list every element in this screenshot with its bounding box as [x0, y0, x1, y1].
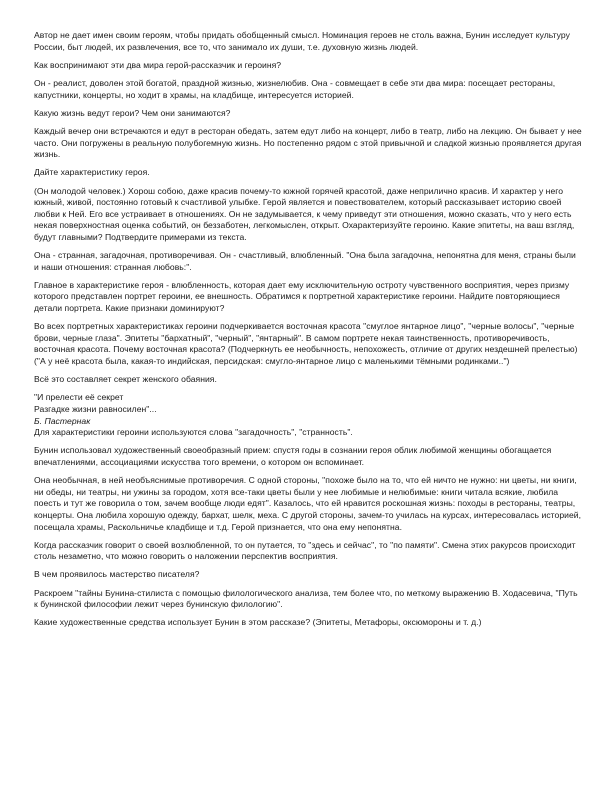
poem-line-2: Разгадке жизни равносилен"...	[34, 403, 157, 414]
poem-author: Б. Пастернак	[34, 415, 91, 426]
paragraph-secret: Всё это составляет секрет женского обаяния.	[34, 374, 217, 385]
question-hero: Дайте характеристику героя.	[34, 167, 150, 178]
question-life: Какую жизнь ведут герои? Чем они занимаются?	[34, 107, 231, 118]
paragraph-artistic-device: Бунин использовал художественный своеобразный прием: спустя годы в сознании героя облик любимой женщины обогащается впечатлениями, ассоциациями искусства того времени, о котором он вспоминает.	[34, 445, 552, 467]
paragraph-intro: Автор не дает имен своим героям, чтобы придать обобщенный смысл. Номинация героев не столь важна, Бунин исследует культуру России, быт людей, их развлечения, все то, что занимало их души, т.е. духовную жизнь людей.	[34, 30, 570, 52]
paragraph-heroine-epithets: Она - странная, загадочная, противоречивая. Он - счастливый, влюбленный. "Она была загадочна, непонятна для меня, страны были и наши отношения: странная любовь:".	[34, 250, 576, 272]
question-two-worlds: Как воспринимают эти два мира герой-рассказчик и героиня?	[34, 59, 282, 70]
paragraph-main-characteristic: Главное в характеристике героя - влюбленность, которая дает ему исключительную остроту чувственного восприятия, через призму которого представлен портрет героини, ее внешность. Обратимся к портретной характеристике героини. Найдите повторяющиеся детали портрета. Какие признаки доминируют?	[34, 279, 570, 314]
paragraph-contradictions: Она необычная, в ней необъяснимые противоречия. С одной стороны, "похоже было на то, что ей ничто не нужно: ни цветы, ни книги, ни обеды, ни театры, ни ужины за городом, хотя все-таки цветы были у нее любимые и нелюбимые: книги читала всякие, любила поесть и тут же говорила о том, зачем вообще люди едят". Казалось, что ей нравится роскошная жизнь: походы в рестораны, театры, концерты. Она любила хорошую одежду, бархат, шелк, меха. С другой стороны, зачем-то училась на курсах, интересовалась историей, посещала храмы, Раскольничье кладбище и т.д. Герой признается, что она ему непонятна.	[34, 475, 582, 532]
paragraph-narrator: Когда рассказчик говорит о своей возлюбленной, то он путается, то "здесь и сейчас", то "по памяти". Смена этих ракурсов происходит столь незаметно, что можно говорить о наложении перспектив восприятия.	[34, 539, 576, 562]
poem-line-1: "И прелести её секрет	[34, 392, 124, 403]
paragraph-secrets: Раскроем "тайны Бунина-стилиста с помощью филологического анализа, тем более что, по меткому выражению В. Ходасевича, "Путь к бунинской философии лежит через бунинскую филологию".	[34, 587, 578, 610]
poem-quote	[34, 392, 582, 438]
question-mastery: В чем проявилось мастерство писателя?	[34, 569, 200, 580]
paragraph-portrait: Во всех портретных характеристиках героини подчеркивается восточная красота "смуглое янтарное лицо", "черные волосы", "черные брови, черные глаза". Эпитеты "бархатный", "черный", "янтарный". В самом портрете некая таинственность, противоречивость, восточная красота. Почему восточная красота? (Подчеркнуть ее необычность, непохожесть, отличие от других нездешней прелестью) ("А у неё красота была, какая-то индийская, персидская: смугло-янтарное лицо с маленькими тёмными родинками..")	[34, 321, 578, 366]
question-devices: Какие художественные средства использует Бунин в этом рассказе? (Эпитеты, Метафоры, оксюмороны и т. д.)	[34, 617, 482, 628]
paragraph-words: Для характеристики героини используются слова "загадочность", "странность".	[34, 427, 353, 438]
paragraph-hero-characteristic: (Он молодой человек.) Хорош собою, даже красив почему-то южной горячей красотой, даже неприлично красив. И характер у него южный, живой, постоянно готовый к счастливой улыбке. Герой является и повествователем, который рассказывает историю своей любви к Ней. Его все устраивает в отношениях. Он не задумывается, к чему приведут эти отношения, можно сказать, что у него есть некая поверхностная оценка событий, он беззаботен, легкомыслен, открыт. Охарактеризуйте героиню. Какие эпитеты, на ваш взгляд, будут главными? Подтвердите примерами из текста.	[34, 185, 575, 242]
paragraph-answer-life: Каждый вечер они встречаются и едут в ресторан обедать, затем едут либо на концерт, либо в театр, либо на лекцию. Он бывает у нее часто. Они погружены в реальную полубогемную жизнь. Но постепенно рядом с этой привычной и сладкой жизнью проявляется другая жизнь.	[34, 125, 582, 160]
paragraph-answer-worlds: Он - реалист, доволен этой богатой, праздной жизнью, жизнелюбив. Она - совмещает в себе эти два мира: посещает рестораны, капустники, концерты, но ходит в храмы, на кладбище, интересуется историей.	[34, 77, 556, 100]
